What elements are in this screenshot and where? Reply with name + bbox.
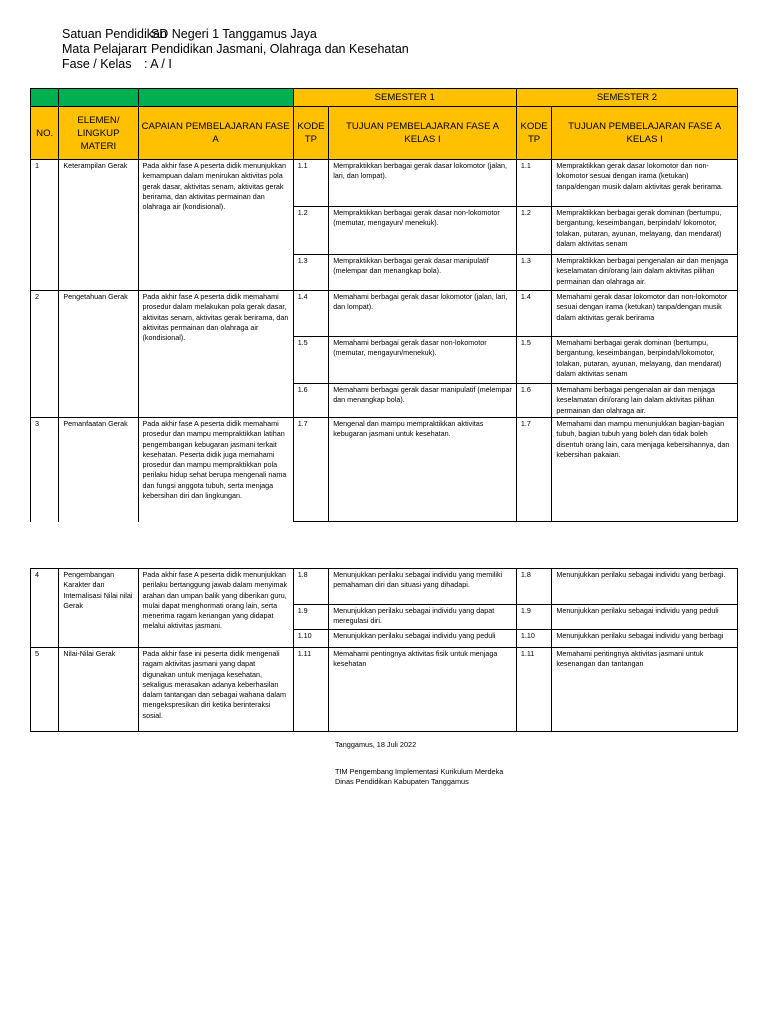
- tp-code-sem2: 1.3: [516, 255, 552, 291]
- tp-code-sem1: 1.6: [293, 384, 329, 418]
- row-number: 4: [31, 569, 59, 648]
- tp-text-sem1: Memahami berbagai gerak dasar non-lokomotor (memutar, mengayun/menekuk).: [329, 337, 517, 384]
- semester-header-row: [31, 89, 738, 107]
- tp-code-sem2: 1.5: [516, 337, 552, 384]
- tp-code-sem1: 1.3: [293, 255, 329, 291]
- col-tujuan1-header: TUJUAN PEMBELAJARAN FASE A KELAS I: [329, 107, 517, 160]
- header-row-mapel: [62, 42, 409, 57]
- tp-text-sem2: Menunjukkan perilaku sebagai individu yang peduli: [552, 605, 738, 630]
- header-cell-blank: [138, 89, 293, 107]
- tp-text-sem2: Mempraktikkan gerak dasar lokomotor dan non-lokomotor sesuai dengan irama (ketukan) tanpa/dengan musik dalam aktivitas gerak berirama.: [552, 160, 738, 207]
- col-tujuan2-header: TUJUAN PEMBELAJARAN FASE A KELAS I: [552, 107, 738, 160]
- tp-text-sem1: Mengenal dan mampu mempraktikkan aktivitas kebugaran jasmani untuk kesehatan.: [329, 418, 517, 522]
- curriculum-table-continued: [30, 568, 738, 732]
- tp-code-sem1: 1.11: [293, 648, 329, 732]
- row-number: 1: [31, 160, 59, 291]
- signature-date: Tanggamus, 18 Juli 2022: [335, 740, 417, 749]
- table-row: [31, 418, 738, 522]
- tp-text-sem1: Memahami berbagai gerak dasar lokomotor (jalan, lari, dan lompat).: [329, 291, 517, 337]
- col-capaian-header: CAPAIAN PEMBELAJARAN FASE A: [138, 107, 293, 160]
- satuan-value: : SD Negeri 1 Tanggamus Jaya: [144, 27, 317, 41]
- col-kode1-header: KODE TP: [293, 107, 329, 160]
- header-cell-blank: [59, 89, 138, 107]
- tp-code-sem2: 1.10: [516, 630, 552, 648]
- row-elemen: Nilai-Nilai Gerak: [59, 648, 138, 732]
- row-capaian: Pada akhir fase A peserta didik menunjukkan perilaku bertanggung jawab dalam menyimak arahan dan umpan balik yang diberikan guru, mulai dapat menghormati orang lain, serta menerima ragam keriangan yang didapat melalui aktivitas jasmani.: [138, 569, 293, 648]
- row-number: 3: [31, 418, 59, 522]
- row-elemen: Keterampilan Gerak: [59, 160, 138, 291]
- tp-text-sem2: Mempraktikkan berbagai pengenalan air dan menjaga keselamatan diri/orang lain dalam aktivitas pilihan permainan dan olahraga air.: [552, 255, 738, 291]
- tp-code-sem1: 1.4: [293, 291, 329, 337]
- curriculum-table-continued-body: [31, 569, 738, 732]
- tp-text-sem1: Menunjukkan perilaku sebagai individu yang memiliki pemahaman diri dan situasi yang dihadapi.: [329, 569, 517, 605]
- tp-code-sem2: 1.8: [516, 569, 552, 605]
- row-capaian: Pada akhir fase A peserta didik memahami prosedur dalam melakukan pola gerak dasar, aktivitas senam, aktivitas gerak berirama, dan aktivitas permainan dan olahraga air (kondisional).: [138, 291, 293, 418]
- curriculum-table-body: [31, 89, 738, 522]
- row-capaian: Pada akhir fase ini peserta didik mengenali ragam aktivitas jasmani yang dapat digunakan untuk menjaga kesehatan, sekaligus merasakan adanya keberhasilan dalam tantangan dan sebagai wahana dalam mengekspresikan diri ketika berinteraksi sosial.: [138, 648, 293, 732]
- row-number: 5: [31, 648, 59, 732]
- tp-text-sem2: Menunjukkan perilaku sebagai individu yang berbagi: [552, 630, 738, 648]
- document-header: [62, 27, 409, 72]
- tp-code-sem2: 1.2: [516, 207, 552, 255]
- tp-text-sem2: Mempraktikkan berbagai gerak dominan (bertumpu, bergantung, keseimbangan, berpindah/ lokomotor, tolakan, putaran, ayunan, melayang, dan mendarat) dalam aktivitas senam: [552, 207, 738, 255]
- tp-text-sem1: Mempraktikkan berbagai gerak dasar non-lokomotor (memutar, mengayun/ menekuk).: [329, 207, 517, 255]
- tp-code-sem1: 1.5: [293, 337, 329, 384]
- tp-text-sem1: Memahami pentingnya aktivitas fisik untuk menjaga kesehatan: [329, 648, 517, 732]
- tp-text-sem1: Mempraktikkan berbagai gerak dasar lokomotor (jalan, lari, dan lompat).: [329, 160, 517, 207]
- tp-text-sem1: Memahami berbagai gerak dasar manipulatif (melempar dan menangkap bola).: [329, 384, 517, 418]
- row-elemen: Pengetahuan Gerak: [59, 291, 138, 418]
- curriculum-table: [30, 88, 738, 522]
- tp-code-sem1: 1.1: [293, 160, 329, 207]
- table-row: [31, 569, 738, 605]
- tp-text-sem2: Memahami pentingnya aktivitas jasmani untuk kesenangan dan tantangan: [552, 648, 738, 732]
- header-row-fase: [62, 57, 409, 72]
- row-number: 2: [31, 291, 59, 418]
- row-capaian: Pada akhir fase A peserta didik memahami prosedur dan mampu mempraktikkan latihan pengembangan kebugaran jasmani terkait kesehatan. Peserta didik juga memahami prosedur dan mampu mempraktikkan pola perilaku hidup sehat berupa mengenali nama dan fungsi anggota tubuh, serta menjaga kebersihan diri dan lingkungan.: [138, 418, 293, 522]
- signature-block: [335, 740, 503, 787]
- tp-code-sem2: 1.1: [516, 160, 552, 207]
- mapel-label: Mata Pelajaran: [62, 42, 147, 56]
- signature-team: TIM Pengembang Implementasi Kurikulum Merdeka: [335, 767, 504, 776]
- tp-text-sem2: Memahami berbagai gerak dominan (bertumpu, bergantung, keseimbangan, berpindah/lokomotor, tolakan, putaran, ayunan, melayang, dan mendarat) dalam aktivitas senam: [552, 337, 738, 384]
- signature-dinas: Dinas Pendidikan Kabupaten Tanggamus: [335, 777, 469, 786]
- fase-value: : A / I: [144, 57, 172, 71]
- tp-code-sem2: 1.7: [516, 418, 552, 522]
- col-kode2-header: KODE TP: [516, 107, 552, 160]
- row-capaian: Pada akhir fase A peserta didik menunjukkan kemampuan dalam menirukan aktivitas pola gerak dasar, aktivitas senam, aktivitas gerak berirama, dan aktivitas permainan dan olahraga air (kondisional).: [138, 160, 293, 291]
- table-row: [31, 291, 738, 337]
- tp-code-sem2: 1.9: [516, 605, 552, 630]
- tp-code-sem2: 1.6: [516, 384, 552, 418]
- semester1-header: SEMESTER 1: [293, 89, 516, 107]
- row-elemen: Pengembangan Karakter dan Internalisasi Nilai nilai Gerak: [59, 569, 138, 648]
- row-elemen: Pemanfaatan Gerak: [59, 418, 138, 522]
- tp-code-sem2: 1.4: [516, 291, 552, 337]
- tp-text-sem1: Menunjukkan perilaku sebagai individu yang dapat meregulasi diri.: [329, 605, 517, 630]
- tp-code-sem1: 1.8: [293, 569, 329, 605]
- col-elemen-header: ELEMEN/ LINGKUP MATERI: [59, 107, 138, 160]
- table-row: [31, 160, 738, 207]
- tp-text-sem2: Memahami gerak dasar lokomotor dan non-lokomotor sesuai dengan irama (ketukan) tanpa/dengan musik dalam aktivitas gerak berirama: [552, 291, 738, 337]
- satuan-label: Satuan Pendidikan: [62, 27, 167, 41]
- col-no-header: NO.: [31, 107, 59, 160]
- tp-text-sem1: Mempraktikkan berbagai gerak dasar manipulatif (melempar dan menangkap bola).: [329, 255, 517, 291]
- tp-text-sem2: Memahami berbagai pengenalan air dan menjaga keselamatan diri/orang lain dalam aktivitas pilihan permainan dan olahraga air.: [552, 384, 738, 418]
- tp-text-sem2: Memahami dan mampu menunjukkan bagian-bagian tubuh, bagian tubuh yang boleh dan tidak boleh disentuh orang lain, cara menjaga kebersihannya, dan kebersihan pakaian.: [552, 418, 738, 522]
- header-cell-blank: [31, 89, 59, 107]
- tp-code-sem1: 1.7: [293, 418, 329, 522]
- mapel-value: : Pendidikan Jasmani, Olahraga dan Kesehatan: [144, 42, 409, 56]
- semester2-header: SEMESTER 2: [516, 89, 737, 107]
- tp-code-sem2: 1.11: [516, 648, 552, 732]
- tp-code-sem1: 1.9: [293, 605, 329, 630]
- tp-text-sem1: Menunjukkan perilaku sebagai individu yang peduli: [329, 630, 517, 648]
- tp-code-sem1: 1.10: [293, 630, 329, 648]
- column-header-row: [31, 107, 738, 160]
- table-row: [31, 648, 738, 732]
- header-row-satuan: [62, 27, 409, 42]
- tp-text-sem2: Menunjukkan perilaku sebagai individu yang berbagi.: [552, 569, 738, 605]
- fase-label: Fase / Kelas: [62, 57, 132, 71]
- tp-code-sem1: 1.2: [293, 207, 329, 255]
